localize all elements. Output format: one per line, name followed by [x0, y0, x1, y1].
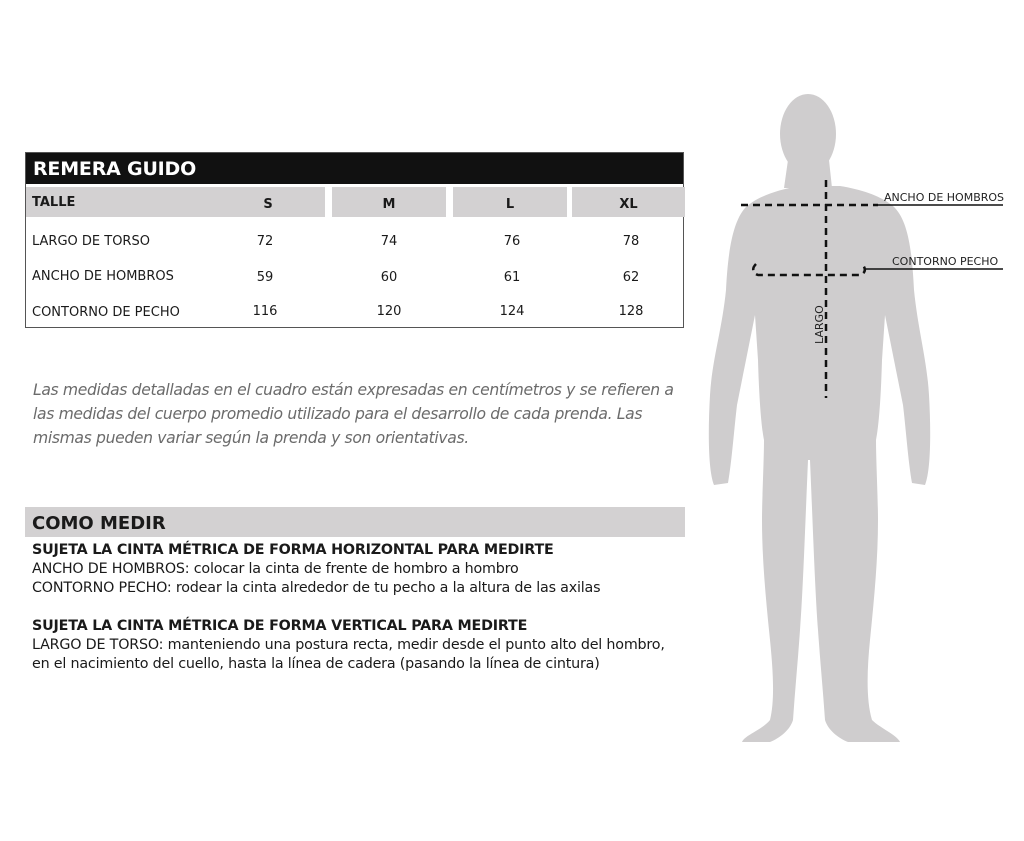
row-label-ancho-hombros: ANCHO DE HOMBROS [32, 269, 174, 284]
header-size-xl: XL [572, 187, 685, 217]
header-size-s: S [211, 187, 325, 217]
table-cell: 62 [622, 270, 640, 285]
row-label-contorno-pecho: CONTORNO DE PECHO [32, 305, 180, 320]
vertical-section-title: SUJETA LA CINTA MÉTRICA DE FORMA VERTICAL PARA MEDIRTE [32, 618, 528, 634]
measurement-note: Las medidas detalladas en el cuadro están expresadas en centímetros y se refieren a las medidas del cuerpo promedio utilizado para el desarrollo de cada prenda. Las mismas pueden variar según la prenda y son orientativas. [33, 381, 674, 447]
table-cell: 76 [503, 234, 521, 249]
header-size-l: L [453, 187, 567, 217]
table-title: REMERA GUIDO [26, 153, 683, 184]
label-length: LARGO [813, 305, 826, 344]
horizontal-section-title: SUJETA LA CINTA MÉTRICA DE FORMA HORIZONTAL PARA MEDIRTE [32, 542, 554, 558]
table-cell: 59 [256, 270, 274, 285]
row-label-largo-torso: LARGO DE TORSO [32, 234, 150, 249]
body-measurement-figure [700, 85, 1020, 765]
header-talle: TALLE [26, 187, 212, 217]
vertical-line-1: LARGO DE TORSO: manteniendo una postura recta, medir desde el punto alto del hombro, [32, 637, 665, 653]
horizontal-line-shoulders: ANCHO DE HOMBROS: colocar la cinta de frente de hombro a hombro [32, 561, 519, 577]
label-shoulders: ANCHO DE HOMBROS [884, 191, 1005, 204]
table-cell: 60 [380, 270, 398, 285]
vertical-line-2: en el nacimiento del cuello, hasta la línea de cadera (pasando la línea de cintura) [32, 656, 600, 672]
table-cell: 72 [256, 234, 274, 249]
horizontal-line-chest: CONTORNO PECHO: rodear la cinta alrededor de tu pecho a la altura de las axilas [32, 580, 601, 596]
label-chest: CONTORNO PECHO [892, 255, 999, 268]
table-cell: 116 [252, 304, 278, 319]
size-table [25, 152, 684, 328]
table-cell: 124 [499, 304, 525, 319]
table-cell: 78 [622, 234, 640, 249]
table-cell: 128 [618, 304, 644, 319]
how-to-measure-title: COMO MEDIR [25, 507, 685, 537]
table-cell: 61 [503, 270, 521, 285]
header-size-m: M [332, 187, 446, 217]
table-cell: 74 [380, 234, 398, 249]
table-cell: 120 [376, 304, 402, 319]
